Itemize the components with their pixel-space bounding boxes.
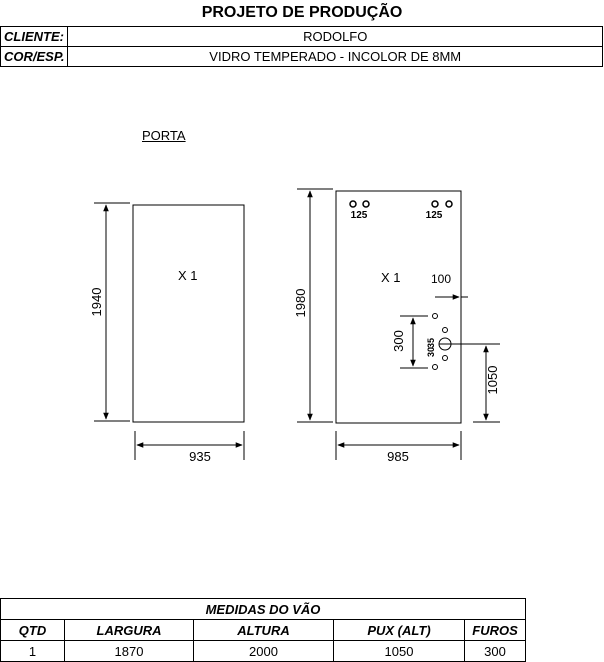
color-value: VIDRO TEMPERADO - INCOLOR DE 8MM <box>68 47 603 67</box>
glass-panel-left <box>133 205 244 422</box>
col-header-pux: PUX (ALT) <box>334 620 465 641</box>
col-header-furos: FUROS <box>465 620 526 641</box>
side-offset-label: 100 <box>430 272 452 286</box>
cell-qtd: 1 <box>1 641 65 662</box>
hole-right-label: 125 <box>425 210 443 221</box>
color-label: COR/ESP. <box>1 47 68 67</box>
handle-span-label: 300 <box>391 330 406 352</box>
page-title: PROJETO DE PRODUÇÃO <box>201 4 403 21</box>
cell-pux: 1050 <box>334 641 465 662</box>
left-quantity: X 1 <box>178 268 198 283</box>
cell-altura: 2000 <box>194 641 334 662</box>
col-header-largura: LARGURA <box>65 620 194 641</box>
hole-35-label: 35 <box>426 337 436 348</box>
measures-caption: MEDIDAS DO VÃO <box>1 599 526 620</box>
left-height-label: 1940 <box>89 287 104 317</box>
col-header-altura: ALTURA <box>194 620 334 641</box>
hole-30-label: 30 <box>426 346 436 357</box>
section-label: PORTA <box>142 128 186 143</box>
measures-header-row <box>1 620 526 641</box>
right-quantity: X 1 <box>381 270 401 285</box>
left-width-label: 935 <box>189 449 211 464</box>
col-header-qtd: QTD <box>1 620 65 641</box>
cell-largura: 1870 <box>65 641 194 662</box>
handle-height-label: 1050 <box>485 365 500 395</box>
table-row <box>1 641 526 662</box>
measures-table <box>0 598 526 662</box>
right-height-label: 1980 <box>293 288 308 318</box>
glass-panel-right <box>336 191 461 423</box>
right-width-label: 985 <box>387 449 409 464</box>
cell-furos: 300 <box>465 641 526 662</box>
client-value: RODOLFO <box>68 27 603 47</box>
client-label: CLIENTE: <box>1 27 68 47</box>
hole-left-label: 125 <box>350 210 368 221</box>
